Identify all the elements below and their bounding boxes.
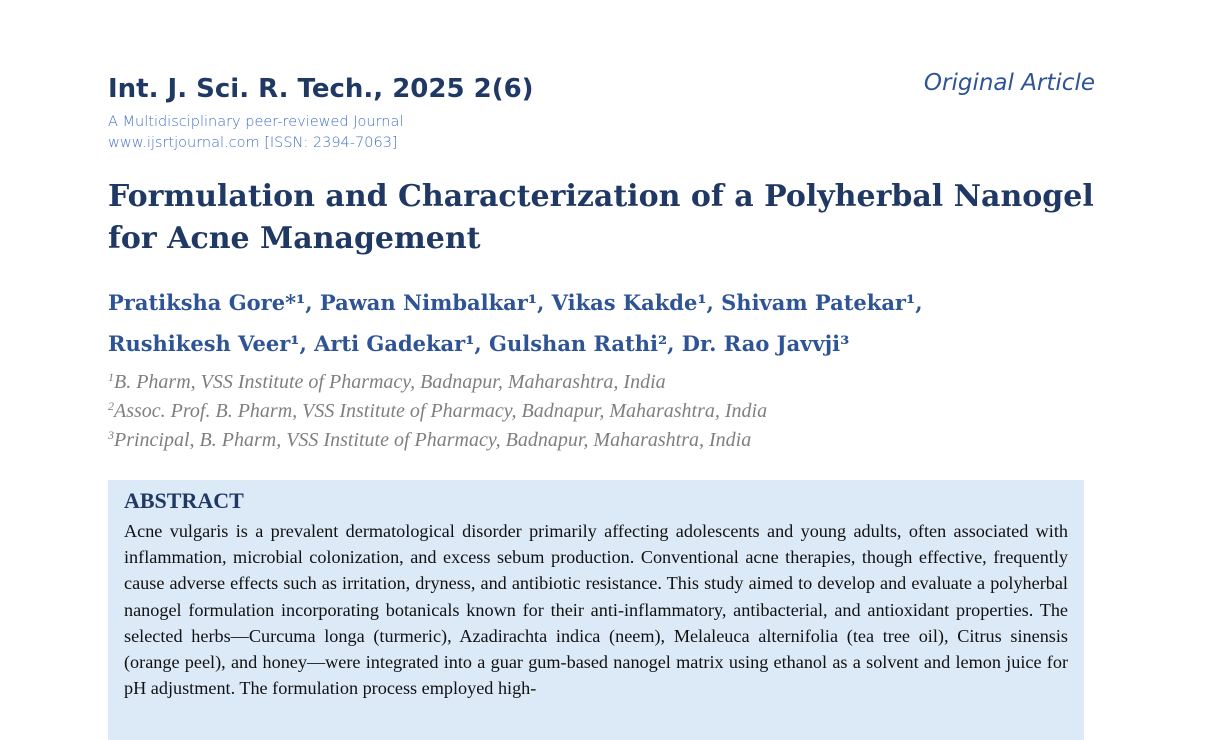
journal-subtitle: A Multidisciplinary peer-reviewed Journal [108, 114, 404, 130]
article-type-label: Original Article [923, 70, 1095, 96]
author-list [108, 282, 1108, 364]
affiliations [108, 368, 1108, 455]
affiliation-text: Principal, B. Pharm, VSS Institute of Pharmacy, Badnapur, Maharashtra, India [114, 429, 752, 451]
abstract-body: Acne vulgaris is a prevalent dermatological disorder primarily affecting adolescents and young adults, often associated with inflammation, microbial colonization, and excess sebum production. Conventional acne therapies, though effective, frequently cause adverse effects such as irritation, dryness, and antibiotic resistance. This study aimed to develop and evaluate a polyherbal nanogel formulation incorporating botanicals known for their anti-inflammatory, antibacterial, and antioxidant properties. The selected herbs—Curcuma longa (turmeric), Azadirachta indica (neem), Melaleuca alternifolia (tea tree oil), Citrus sinensis (orange peel), and honey—were integrated into a guar gum-based nanogel matrix using ethanol as a solvent and lemon juice for pH adjustment. The formulation process employed high- [124, 521, 1068, 699]
abstract-heading: ABSTRACT [124, 488, 244, 513]
affiliation-text: B. Pharm, VSS Institute of Pharmacy, Badnapur, Maharashtra, India [114, 371, 666, 393]
affiliation-1 [108, 368, 1108, 397]
abstract-section [108, 480, 1084, 740]
affiliation-marker: 3 [108, 428, 114, 442]
affiliation-2 [108, 397, 1108, 426]
affiliation-text: Assoc. Prof. B. Pharm, VSS Institute of Pharmacy, Badnapur, Maharashtra, India [114, 400, 768, 422]
affiliation-marker: 1 [108, 370, 114, 384]
affiliation-marker: 2 [108, 399, 114, 413]
article-title: Formulation and Characterization of a Polyherbal Nanogel for Acne Management [108, 179, 1094, 256]
affiliation-3 [108, 426, 1108, 455]
authors-line-1: Pratiksha Gore*¹, Pawan Nimbalkar¹, Vikas Kakde¹, Shivam Patekar¹, [108, 290, 923, 315]
authors-line-2: Rushikesh Veer¹, Arti Gadekar¹, Gulshan Rathi², Dr. Rao Javvji³ [108, 331, 850, 356]
journal-website: www.ijsrtjournal.com [ISSN: 2394-7063] [108, 135, 398, 151]
journal-name: Int. J. Sci. R. Tech., 2025 2(6) [108, 74, 534, 104]
